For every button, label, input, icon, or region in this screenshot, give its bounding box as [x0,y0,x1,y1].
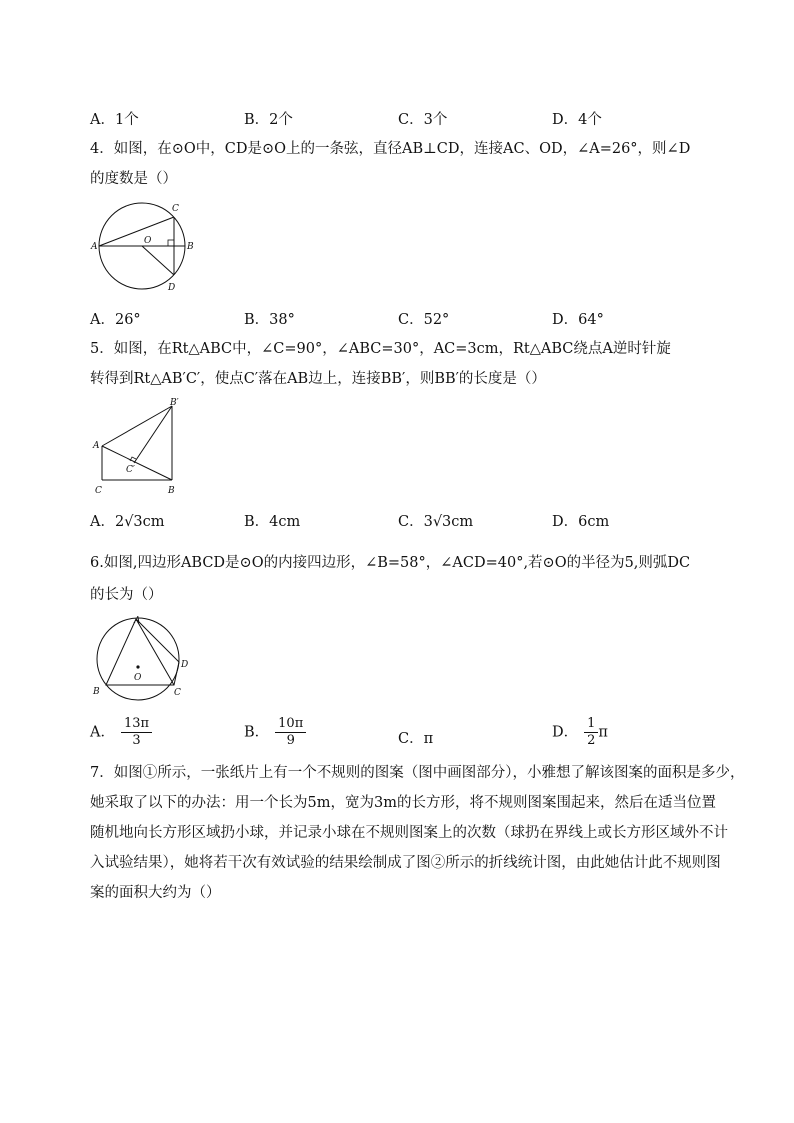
q4-right-angle-mark [168,240,174,246]
q7-question-line-2: 她采取了以下的办法：用一个长为5m，宽为3m的长方形，将不规则图案围起来，然后在适当位置 [90,795,716,811]
q6-label-a: A [134,616,141,626]
q5-option-d[interactable]: D．6cm [552,514,610,530]
q5-option-b[interactable]: B．4cm [244,514,301,530]
q5-side-ab [102,446,172,480]
q6-option-d-denominator: 2 [587,733,596,748]
q3-options [90,108,730,130]
q6-label-o: O [134,673,142,683]
q4-option-c[interactable]: C．52° [398,312,450,328]
q5-options [90,510,730,532]
q7-question-line-5: 案的面积大约为（） [90,885,221,901]
q5-question-line-1: 5．如图，在Rt△ABC中，∠C=90°，∠ABC=30°，AC=3cm，Rt△ABC绕点A逆时针旋 [90,341,671,357]
q6-option-a-denominator: 3 [132,733,141,748]
q5-question-line-2: 转得到Rt△AB′C′，使点C′落在AB边上，连接BB′，则BB′的长度是（） [90,371,546,387]
q6-center-point [136,665,139,668]
q7-question-line-3: 随机地向长方形区域扔小球，并记录小球在不规则图案上的次数（球扔在界线上或长方形区域外不计 [90,825,728,841]
q6-option-d[interactable] [552,716,608,749]
q4-label-d: D [168,283,176,293]
q6-label-d: D [181,660,189,670]
q6-option-c[interactable]: C．π [398,731,434,747]
q6-option-a-numerator: 13π [121,716,152,733]
q4-option-a[interactable]: A．26° [90,312,141,328]
q6-option-a-prefix: A． [90,724,115,741]
q5-option-c[interactable]: C．3√3cm [398,514,474,530]
q6-question-line-1: 6.如图,四边形ABCD是⊙O的内接四边形，∠B=58°，∠ACD=40°,若⊙O的半径为5,则弧DC [90,555,691,571]
q5-label-c-prime: C′ [126,465,135,475]
q7-question-line-1: 7．如图①所示，一张纸片上有一个不规则的图案（图中画图部分），小雅想了解该图案的面积是多少， [90,765,745,781]
q4-label-a: A [91,242,98,252]
q6-option-b-fraction [275,716,306,749]
q6-circle [97,618,179,700]
q4-circle-figure [86,198,216,298]
q6-option-a[interactable] [90,716,152,749]
q3-option-c[interactable]: C．3个 [398,112,448,128]
q4-option-d[interactable]: D．64° [552,312,604,328]
q3-option-b[interactable]: B．2个 [244,112,293,128]
q7-question-line-4: 入试验结果），她将若干次有效试验的结果绘制成了图②所示的折线统计图，由此她估计此不规则图 [90,855,721,871]
q4-segment-od [142,246,174,275]
q6-option-d-prefix: D． [552,724,579,741]
q4-label-b: B [187,242,194,252]
q6-label-c: C [174,688,181,698]
q3-option-d[interactable]: D．4个 [552,112,602,128]
q6-option-d-numerator: 1 [584,716,598,733]
q6-question-line-2: 的长为（） [90,587,163,603]
q5-label-b: B [168,486,175,496]
q5-side-b-prime-c-prime [134,406,172,463]
q6-option-d-fraction [584,716,598,749]
q5-option-a[interactable]: A．2√3cm [90,514,165,530]
q5-side-ab-prime [102,406,172,446]
q4-option-b[interactable]: B．38° [244,312,295,328]
q6-option-d-suffix: π [598,724,608,741]
q6-options [90,716,730,758]
q6-option-b[interactable] [244,716,306,749]
q4-segment-ac [99,217,174,246]
q4-options [90,308,730,330]
q6-option-b-numerator: 10π [275,716,306,733]
q5-label-c: C [95,486,102,496]
q4-question-line-1: 4．如图，在⊙O中，CD是⊙O上的一条弦，直径AB⊥CD，连接AC、OD，∠A=26°，则∠D [90,141,691,157]
q3-option-a[interactable]: A．1个 [90,112,139,128]
q6-option-a-fraction [121,716,152,749]
q5-triangle-figure [88,396,188,500]
q6-circle-figure [88,614,200,704]
q6-label-b: B [93,687,100,697]
q4-question-line-2: 的度数是（） [90,171,177,187]
q6-option-b-prefix: B． [244,724,270,741]
q6-option-b-denominator: 9 [286,733,295,748]
q4-label-c: C [172,204,179,214]
q5-label-a: A [93,441,100,451]
q5-label-b-prime: B′ [170,398,179,408]
q4-label-o: O [144,236,152,246]
